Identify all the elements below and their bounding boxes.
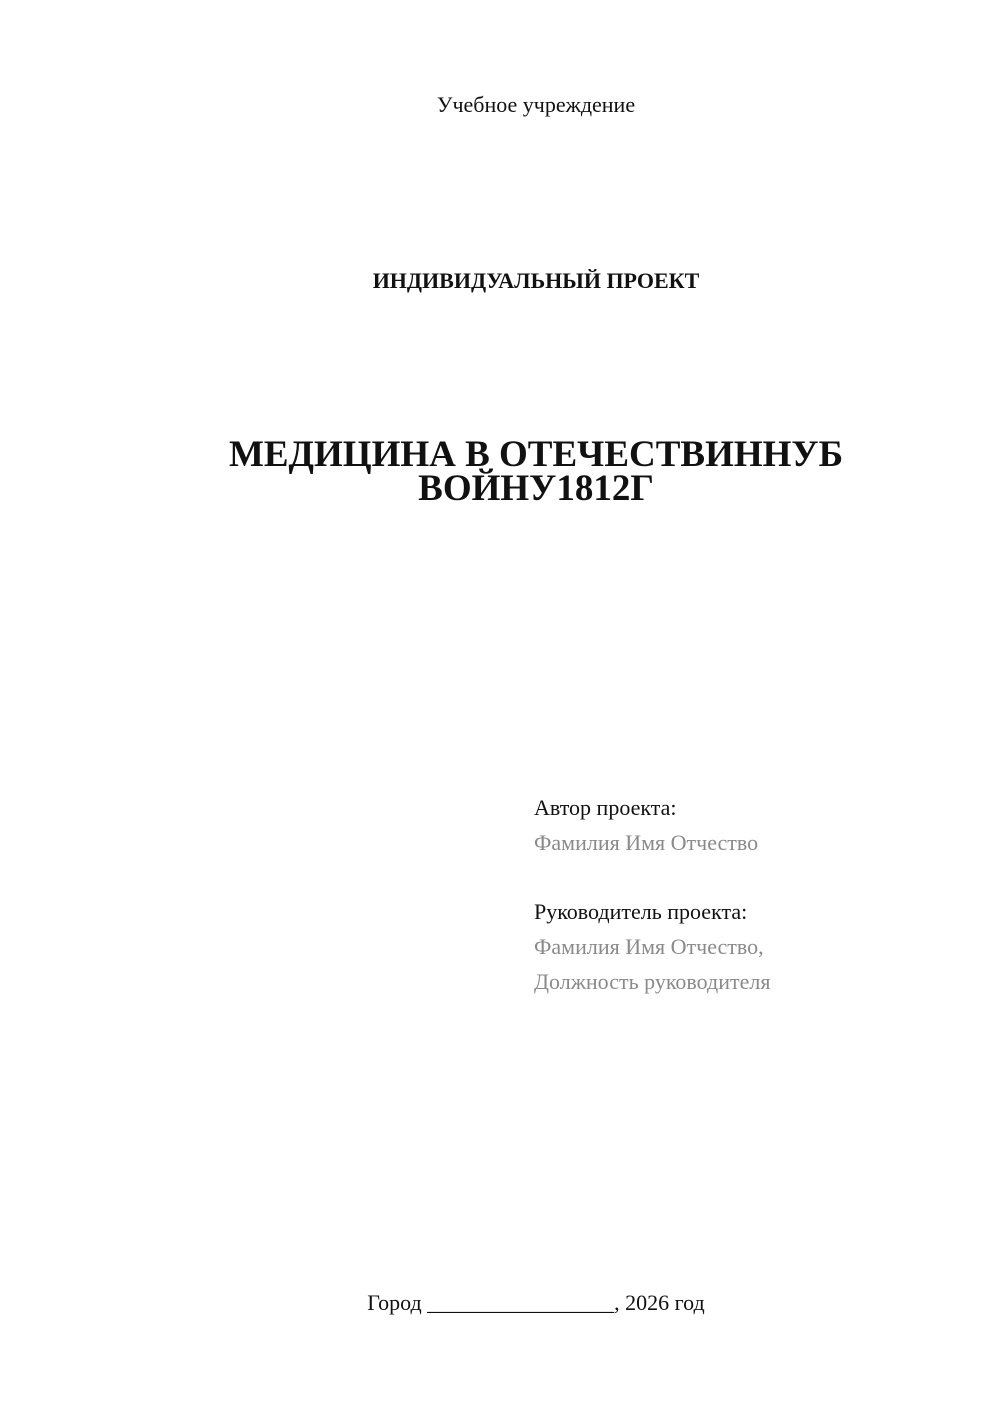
project-type-heading: ИНДИВИДУАЛЬНЫЙ ПРОЕКТ bbox=[372, 268, 700, 293]
author-name-placeholder: Фамилия Имя Отчество bbox=[534, 830, 759, 855]
project-meta bbox=[534, 790, 770, 999]
author-label: Автор проекта: bbox=[534, 795, 677, 820]
project-title bbox=[0, 434, 1000, 509]
supervisor-label: Руководитель проекта: bbox=[534, 899, 748, 924]
project-title-line-1: МЕДИЦИНА В ОТЕЧЕСТВИННУБ bbox=[228, 434, 844, 475]
meta-spacer bbox=[534, 860, 770, 894]
city-year-footer: Город _________________, 2026 год bbox=[367, 1290, 705, 1315]
supervisor-position-placeholder: Должность руководителя bbox=[534, 969, 771, 994]
supervisor-name-placeholder: Фамилия Имя Отчество, bbox=[534, 934, 764, 959]
project-title-line-2: ВОЙНУ1812Г bbox=[418, 468, 654, 509]
institution-name: Учебное учреждение bbox=[436, 92, 636, 117]
